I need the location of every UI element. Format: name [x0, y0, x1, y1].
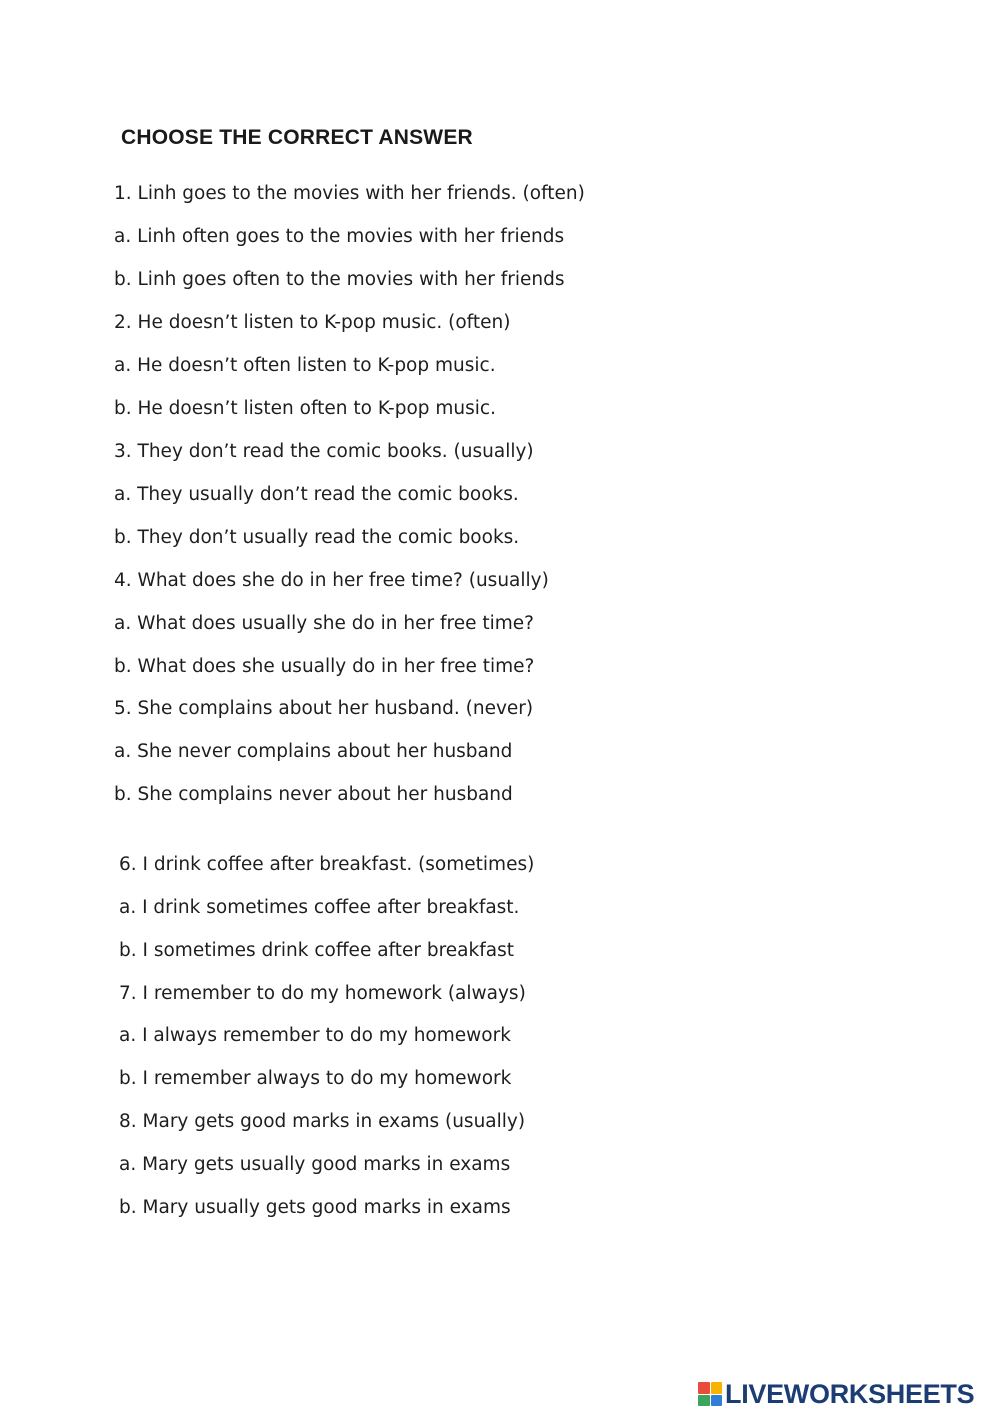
question-7: 7. I remember to do my homework (always): [119, 983, 526, 1004]
logo-mark-square: [698, 1382, 710, 1394]
option-6b[interactable]: b. I sometimes drink coffee after breakfast: [119, 940, 514, 961]
question-1: 1. Linh goes to the movies with her friends. (often): [114, 183, 585, 204]
logo-mark-square: [711, 1382, 723, 1394]
option-7b[interactable]: b. I remember always to do my homework: [119, 1068, 512, 1089]
option-2a[interactable]: a. He doesn’t often listen to K-pop music.: [114, 355, 496, 376]
worksheet-title: CHOOSE THE CORRECT ANSWER: [121, 126, 473, 149]
option-4b[interactable]: b. What does she usually do in her free time?: [114, 656, 535, 677]
option-4a[interactable]: a. What does usually she do in her free time?: [114, 613, 534, 634]
liveworksheets-logo-icon: [698, 1382, 722, 1406]
option-2b[interactable]: b. He doesn’t listen often to K-pop music.: [114, 398, 496, 419]
logo-mark-square: [711, 1395, 723, 1407]
question-3: 3. They don’t read the comic books. (usually): [114, 441, 534, 462]
option-1b[interactable]: b. Linh goes often to the movies with her friends: [114, 269, 565, 290]
option-8a[interactable]: a. Mary gets usually good marks in exams: [119, 1154, 511, 1175]
option-1a[interactable]: a. Linh often goes to the movies with her friends: [114, 226, 565, 247]
question-2: 2. He doesn’t listen to K-pop music. (often): [114, 312, 511, 333]
logo-text: LIVEWORKSHEETS: [725, 1378, 975, 1409]
option-3a[interactable]: a. They usually don’t read the comic books.: [114, 484, 519, 505]
option-6a[interactable]: a. I drink sometimes coffee after breakfast.: [119, 897, 520, 918]
option-3b[interactable]: b. They don’t usually read the comic books.: [114, 527, 520, 548]
option-7a[interactable]: a. I always remember to do my homework: [119, 1025, 511, 1046]
liveworksheets-logo: [698, 1376, 974, 1412]
option-8b[interactable]: b. Mary usually gets good marks in exams: [119, 1197, 511, 1218]
question-8: 8. Mary gets good marks in exams (usually): [119, 1111, 526, 1132]
logo-mark-square: [698, 1395, 710, 1407]
option-5b[interactable]: b. She complains never about her husband: [114, 784, 513, 805]
question-5: 5. She complains about her husband. (never): [114, 698, 534, 719]
option-5a[interactable]: a. She never complains about her husband: [114, 741, 513, 762]
question-4: 4. What does she do in her free time? (usually): [114, 570, 549, 591]
question-6: 6. I drink coffee after breakfast. (sometimes): [119, 854, 535, 875]
